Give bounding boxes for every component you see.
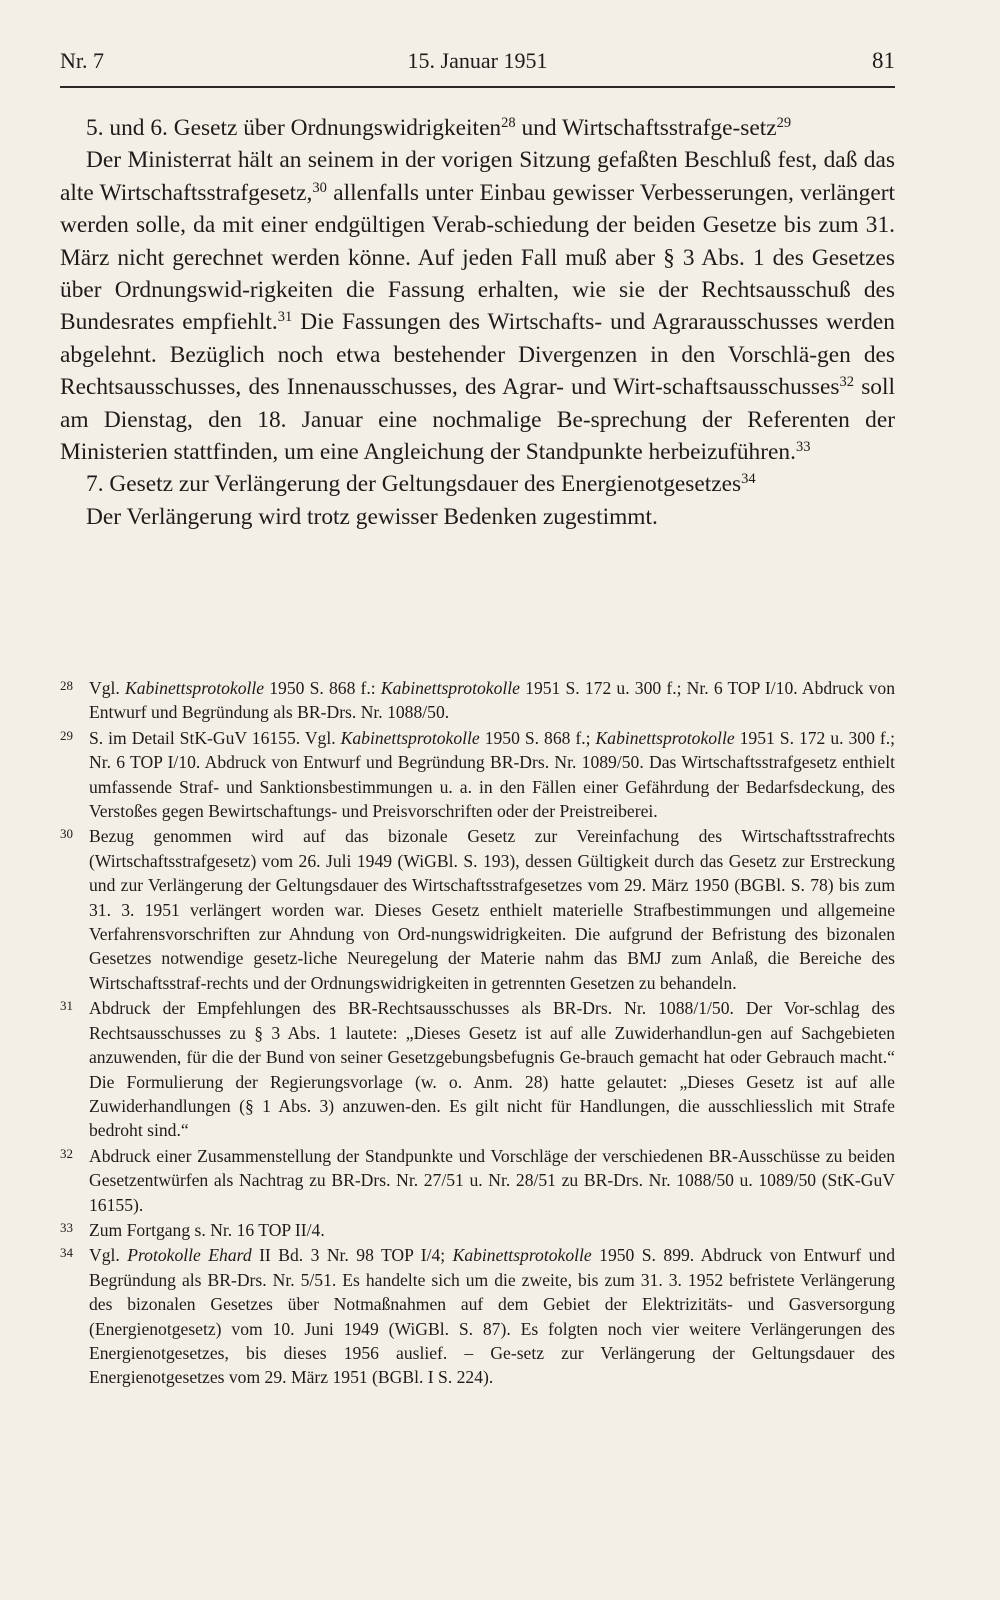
heading-text: 7. Gesetz zur Verlängerung der Geltungsdauer des Energienotgesetzes [86, 471, 742, 498]
footnote-text: Zum Fortgang s. Nr. 16 TOP II/4. [89, 1219, 325, 1240]
footnote [60, 824, 895, 995]
footnote-ref: 30 [312, 179, 327, 196]
footnote-italic: Kabinettsprotokolle [380, 678, 520, 698]
footnote-text: II Bd. 3 Nr. 98 TOP I/4; [251, 1245, 453, 1266]
paragraph-decision [60, 144, 895, 468]
paragraph-text: Die Fassungen des Wirtschafts- und Agrarausschusses werden abgelehnt. Bezüglich noch etwa bestehender Divergenzen in den Vorschlä-gen des Rechtsausschusses, des Innenausschusses, des Agrar- und Wirt-schaftsausschusses [60, 309, 895, 401]
footnote-text: Abdruck einer Zusammenstellung der Standpunkte und Vorschläge der verschiedenen BR-Ausschüsse zu beiden Gesetzentwürfen als Nachtrag zu BR-Drs. Nr. 27/51 u. Nr. 28/51 zu BR-Drs. Nr. 1088/50 u. 1089/50 (StK-GuV 16155). [89, 1145, 895, 1215]
footnote-text: Abdruck der Empfehlungen des BR-Rechtsausschusses als BR-Drs. Nr. 1088/1/50. Der Vor-schlag des Rechtsausschusses zu § 3 Abs. 1 lautete: „Dieses Gesetz ist auf alle Zuwiderhandlun-gen auf Sachgebieten anzuwenden, für die der Bund von seiner Gesetzgebungsbefugnis Ge-brauch gemacht hat oder Gebrauch macht.“ Die Formulierung der Regierungsvorlage (w. o. Anm. 28) hatte gelautet: „Dieses Gesetz ist auf alle Zuwiderhandlungen (§ 1 Abs. 3) anzuwen-den. Es gilt nicht für Handlungen, die ausschliesslich mit Strafe bedroht sind.“ [89, 998, 895, 1141]
footnote-ref: 32 [839, 374, 854, 391]
document-number: Nr. 7 [60, 48, 104, 73]
footnote [60, 1218, 895, 1242]
footnote-ref: 31 [277, 309, 293, 326]
footnote-text: 1950 S. 899. Abdruck von Entwurf und Begründung als BR-Drs. Nr. 5/51. Es handelte sich um die zweite, bis zum 31. 3. 1952 befristete Verlängerung des bizonalen Gesetzes über Notmaßnahmen auf dem Gebiet der Elektrizitäts- und Gasversorgung (Energienotgesetz) vom 10. Juni 1949 (WiGBl. S. 87). Es folgten noch vier weitere Verlängerungen des Energienotgesetzes, bis dieses 1956 auslief. – Ge-setz zur Verlängerung der Geltungsdauer des Energienotgesetzes vom 29. März 1951 (BGBl. I S. 224). [89, 1245, 895, 1388]
footnote-italic: Kabinettsprotokolle [452, 1245, 592, 1266]
page-number: 81 [872, 48, 895, 73]
paragraph-text: Der Ministerrat hält an seinem in der vorigen Sitzung gefaßten Beschluß fest, daß das alte Wirtschaftsstrafgesetz, [60, 147, 895, 206]
footnote-number: 33 [60, 1219, 73, 1235]
heading-text: und Wirtschaftsstrafge-setz [515, 115, 777, 141]
footnote-text: 1951 S. 172 u. 300 f.; Nr. 6 TOP I/10. Abdruck von Entwurf und Begründung als BR-Drs. Nr. 1088/50. [89, 678, 896, 723]
footnote-number: 28 [60, 678, 73, 693]
footnote-ref: 28 [501, 115, 516, 132]
footnote-ref: 29 [776, 115, 792, 132]
footnote-text: 1950 S. 868 f.: [264, 678, 381, 698]
footnote-text: Vgl. [89, 1245, 128, 1266]
footnote-ref: 34 [741, 471, 756, 488]
footnote-italic: Kabinettsprotokolle [595, 727, 735, 748]
footnote [60, 676, 895, 725]
footnote-italic: Kabinettsprotokolle [124, 678, 265, 698]
agenda-item-7-heading [60, 468, 895, 500]
footnote-number: 32 [60, 1145, 73, 1161]
paragraph-approval: Der Verlängerung wird trotz gewisser Bedenken zugestimmt. [86, 503, 658, 530]
footnote-italic: Protokolle Ehard [127, 1245, 252, 1266]
footnote [60, 996, 895, 1142]
footnote-ref: 33 [795, 439, 811, 456]
agenda-item-5-6-heading [60, 112, 895, 144]
header-date: 15. Januar 1951 [407, 48, 548, 73]
footnote-text: Vgl. [89, 678, 125, 698]
footnote-text: S. im Detail StK-GuV 16155. Vgl. [89, 727, 341, 748]
footnote-text: 1951 S. 172 u. 300 f.; Nr. 6 TOP I/10. Abdruck von Entwurf und Begründung BR-Drs. Nr. 1089/50. Das Wirtschaftsstrafgesetz enthielt umfassende Straf- und Sanktionsbestimmungen u. a. in den Fällen einer Gefährdung der Bedarfsdeckung, des Verstoßes gegen Bewirtschaftungs- und Preisvorschriften oder der Preistreiberei. [89, 727, 896, 822]
header-rule [60, 86, 895, 88]
paragraph-text: soll am Dienstag, den 18. Januar eine nochmalige Be-sprechung der Referenten der Ministerien stattfinden, um eine Angleichung der Standpunkte herbeizuführen. [60, 374, 895, 466]
paragraph-text: allenfalls unter Einbau gewisser Verbesserungen, verlängert werden solle, da mit einer endgültigen Verab-schiedung der beiden Gesetze bis zum 31. März nicht gerechnet werden könne. Auf jeden Fall muß aber § 3 Abs. 1 des Gesetzes über Ordnungswid-rigkeiten die Fassung erhalten, wie sie der Rechtsausschuß des Bundesrates empfiehlt. [60, 179, 895, 336]
heading-text: 5. und 6. Gesetz über Ordnungswidrigkeiten [86, 115, 502, 141]
footnote-number: 31 [60, 998, 73, 1014]
footnote [60, 1144, 895, 1217]
footnote-text: 1950 S. 868 f.; [479, 727, 596, 748]
main-text [60, 112, 895, 533]
footnotes [60, 676, 895, 1391]
footnote-number: 29 [60, 727, 73, 743]
footnote-text: Bezug genommen wird auf das bizonale Gesetz zur Vereinfachung des Wirtschaftsstrafrechts (Wirtschaftsstrafgesetz) vom 26. Juli 1949 (WiGBl. S. 193), dessen Gültigkeit durch das Gesetz zur Erstreckung und zur Verlängerung der Geltungsdauer des Wirtschaftsstrafgesetzes vom 29. März 1950 (BGBl. S. 78) bis zum 31. 3. 1951 verlängert worden war. Dieses Gesetz enthielt materielle Strafbestimmungen und allgemeine Verfahrensvorschriften zur Ahndung von Ord-nungswidrigkeiten. Die aufgrund der Befristung des bizonalen Gesetzes notwendige gesetz-liche Neuregelung der Materie nahm das BMJ zum Anlaß, die Bereiche des Wirtschaftsstraf-rechts und der Ordnungswidrigkeiten in getrennten Gesetzen zu behandeln. [89, 826, 895, 993]
footnote [60, 726, 895, 824]
running-header [60, 48, 895, 84]
footnote-number: 34 [60, 1245, 73, 1261]
footnote-italic: Kabinettsprotokolle [340, 727, 480, 748]
footnote [60, 1243, 895, 1389]
footnote-number: 30 [60, 826, 73, 842]
